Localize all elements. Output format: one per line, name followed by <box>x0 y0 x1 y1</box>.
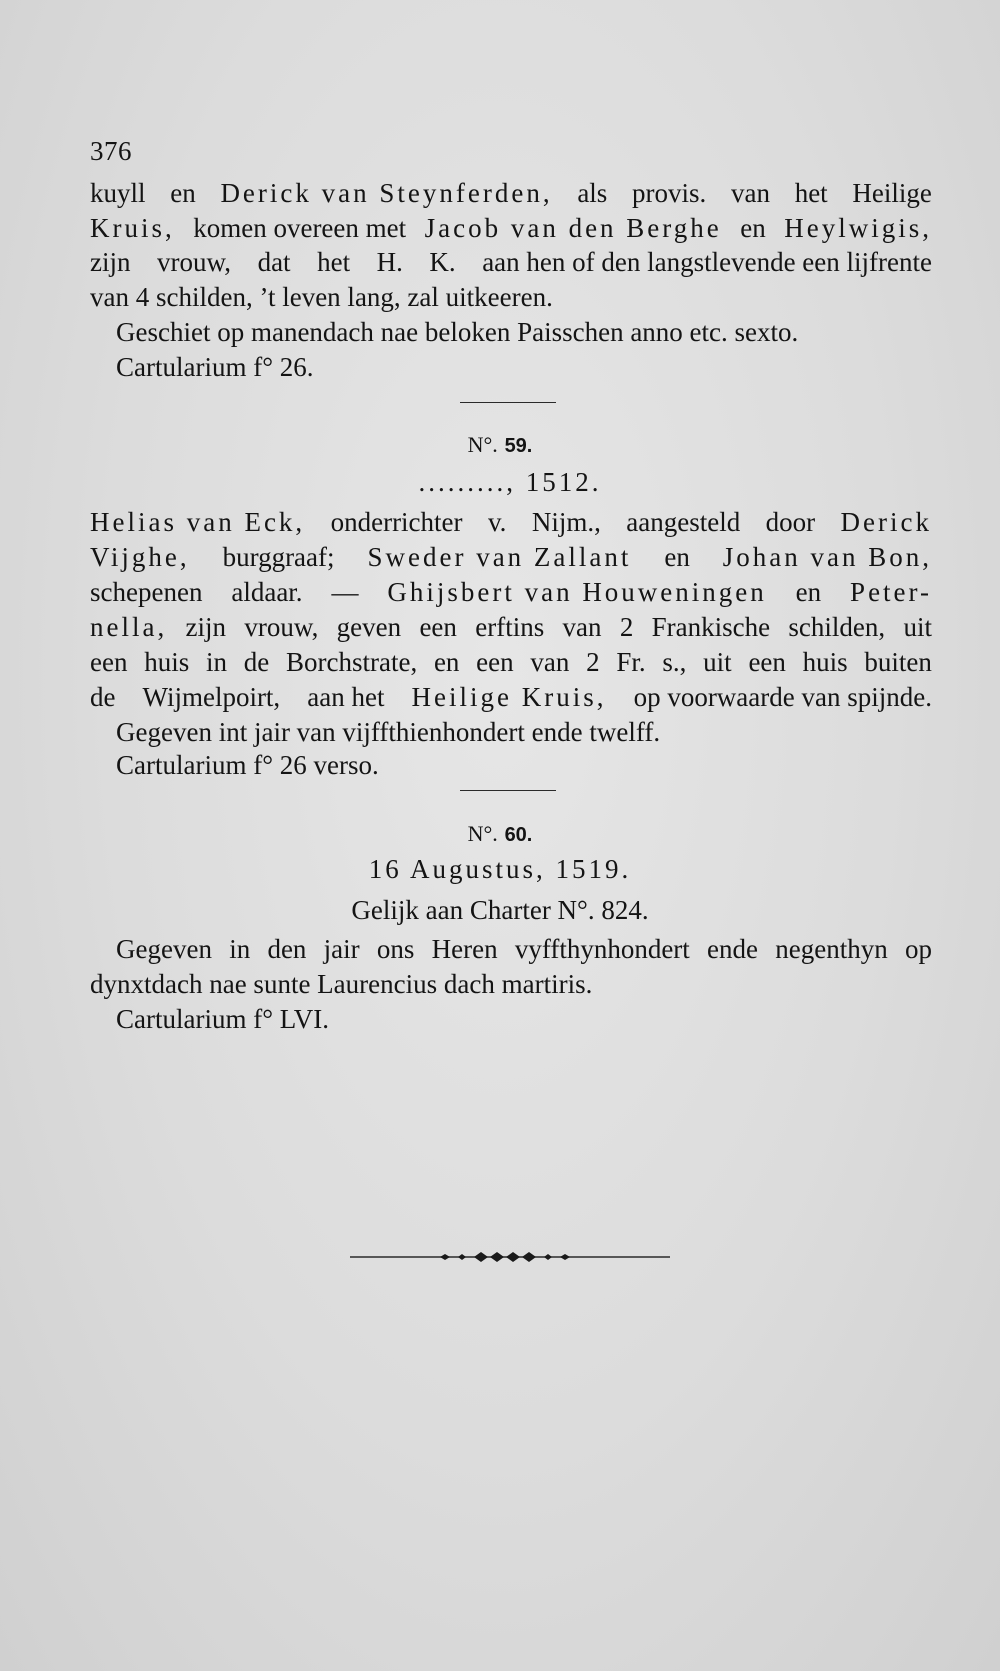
word: op <box>904 934 932 964</box>
word: van <box>530 647 570 677</box>
word: aldaar. <box>231 577 303 607</box>
word: erftins <box>475 612 545 642</box>
word: de <box>90 682 116 712</box>
word: zijn <box>185 612 227 642</box>
word: dat <box>257 247 291 277</box>
entry-number-label: N°. <box>467 432 498 457</box>
word: Nijm., <box>531 507 601 537</box>
word: door <box>765 507 816 537</box>
word: s., <box>662 647 687 677</box>
word: op voorwaarde van spijnde. <box>633 682 932 712</box>
separator-rule <box>460 402 556 403</box>
word: Gegeven <box>116 934 212 964</box>
word: Johan van Bon, <box>722 542 932 572</box>
word: nella, <box>90 612 168 642</box>
text-line <box>90 645 932 679</box>
entry-number-label: N°. <box>467 821 498 846</box>
word: huis <box>144 647 190 677</box>
word: een <box>748 647 786 677</box>
word: jair <box>323 934 360 964</box>
word: 2 <box>586 647 600 677</box>
word: Helias van Eck, <box>90 507 306 537</box>
word: huis <box>802 647 848 677</box>
citation: Cartularium f° 26 verso. <box>116 750 379 780</box>
word: ende <box>707 934 759 964</box>
text-line <box>90 575 932 609</box>
word: Ghijsbert van Houweningen <box>387 577 767 607</box>
page-number: 376 <box>90 136 132 166</box>
text-line <box>90 680 932 714</box>
word: burggraaf; <box>222 542 335 572</box>
word: Heylwigis, <box>784 213 932 243</box>
entry-date: 16 Augustus, 1519. <box>368 854 632 884</box>
word: Borchstrate, <box>285 647 418 677</box>
word: als <box>577 178 608 208</box>
word: uit <box>703 647 732 677</box>
entry-number-value: 60. <box>504 824 533 846</box>
word: en <box>170 178 196 208</box>
word: van <box>731 178 770 208</box>
word: schilden, <box>788 612 886 642</box>
word: en <box>740 213 766 243</box>
word: den <box>267 934 307 964</box>
word: Jacob van den Berghe <box>424 213 722 243</box>
word: Derick van Steynferden, <box>220 178 553 208</box>
word: Vijghe, <box>90 542 190 572</box>
end-ornament <box>350 1250 670 1264</box>
text-line <box>90 211 932 245</box>
text-line <box>90 245 932 279</box>
word: aan het <box>307 682 385 712</box>
word: onderrichter <box>330 507 463 537</box>
text-line: van 4 schilden, ’t leven lang, zal uitkeeren. <box>90 282 553 312</box>
word: Heilige Kruis, <box>411 682 607 712</box>
citation: Cartularium f° 26. <box>116 352 314 382</box>
word: een <box>476 647 514 677</box>
word: v. <box>487 507 507 537</box>
word: en <box>433 647 460 677</box>
word: zijn <box>90 247 131 277</box>
word: Fr. <box>616 647 646 677</box>
word: het <box>317 247 351 277</box>
word: provis. <box>632 178 707 208</box>
word: geven <box>336 612 402 642</box>
word: H. <box>376 247 403 277</box>
text-line <box>90 176 932 210</box>
entry-number <box>0 815 1000 852</box>
word: aan hen of den langstlevende een lijfrente <box>482 247 932 277</box>
text-line <box>116 932 932 966</box>
word: Peter- <box>850 577 932 607</box>
word: een <box>419 612 457 642</box>
word: Sweder van Zallant <box>367 542 632 572</box>
text-line: dynxtdach nae sunte Laurencius dach martiris. <box>90 969 593 999</box>
word: in <box>205 647 227 677</box>
word: Frankische <box>651 612 771 642</box>
word: 2 <box>619 612 634 642</box>
word: negenthyn <box>775 934 888 964</box>
word: vrouw, <box>244 612 319 642</box>
entry-number-value: 59. <box>504 435 533 457</box>
word: een <box>90 647 128 677</box>
word: ons <box>376 934 415 964</box>
word: aangesteld <box>626 507 741 537</box>
entry-reference: Gelijk aan Charter N°. 824. <box>351 895 649 925</box>
word: de <box>243 647 270 677</box>
word: Wijmelpoirt, <box>142 682 281 712</box>
text-line <box>90 505 932 539</box>
separator-rule <box>460 790 556 791</box>
citation: Cartularium f° LVI. <box>116 1004 330 1034</box>
word: komen overeen met <box>193 213 407 243</box>
word: in <box>229 934 251 964</box>
word: vyffthynhondert <box>514 934 690 964</box>
entry-date: ........., 1512. <box>418 467 602 497</box>
word: uit <box>903 612 932 642</box>
word: en <box>795 577 822 607</box>
entry-number <box>0 426 1000 463</box>
text-line: Gegeven int jair van vijffthienhondert ende twelff. <box>116 717 661 747</box>
word: Heren <box>431 934 498 964</box>
word: kuyll <box>90 178 146 208</box>
word: en <box>664 542 690 572</box>
word: het <box>794 178 828 208</box>
word: buiten <box>864 647 932 677</box>
word: Derick <box>840 507 932 537</box>
text-line <box>90 540 932 574</box>
text-line <box>90 610 932 644</box>
word: vrouw, <box>157 247 232 277</box>
text-line: Geschiet op manendach nae beloken Paisschen anno etc. sexto. <box>116 317 799 347</box>
word: Kruis, <box>90 213 175 243</box>
word: K. <box>429 247 456 277</box>
word: Heilige <box>852 178 932 208</box>
word: van <box>562 612 602 642</box>
word: schepenen <box>90 577 203 607</box>
word: — <box>331 577 359 607</box>
